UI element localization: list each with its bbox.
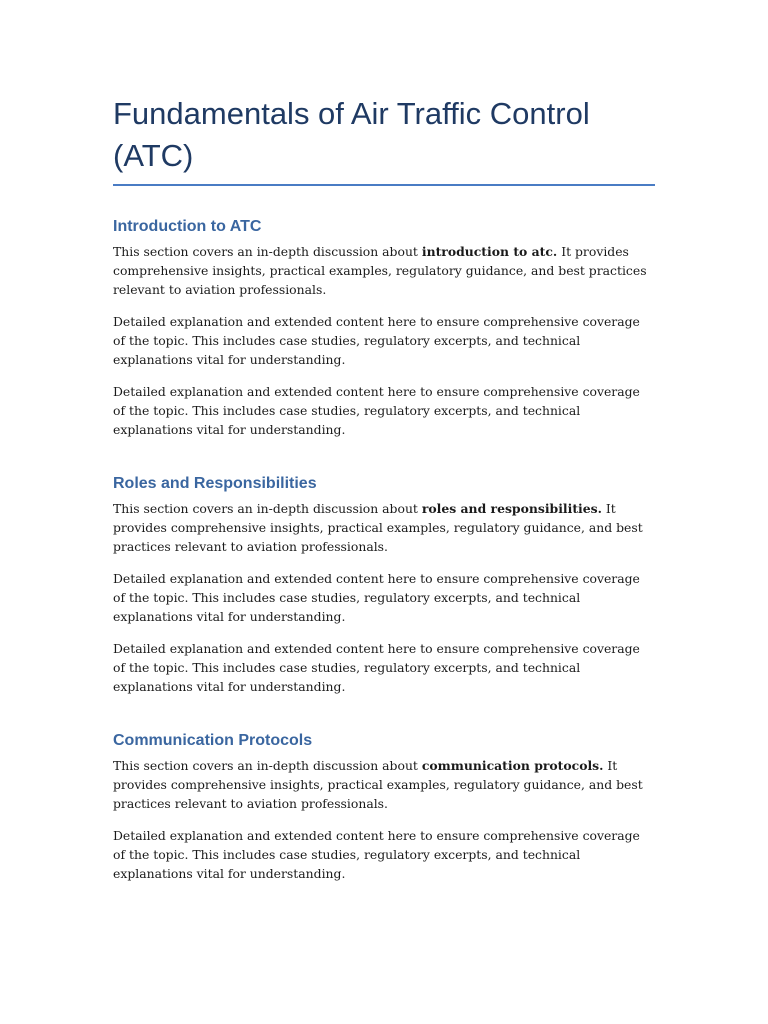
document-page xyxy=(113,0,655,896)
intro-text: This section covers an in-depth discussion about xyxy=(113,501,422,516)
intro-topic-bold: introduction to atc. xyxy=(421,244,558,259)
section-heading: Roles and Responsibilities xyxy=(113,475,317,492)
intro-text-continued: It provides comprehensive insights, practical examples, regulatory guidance, and best practices relevant to aviation professionals. xyxy=(113,501,643,554)
intro-topic-bold: communication protocols. xyxy=(421,758,604,773)
intro-text-continued: It provides comprehensive insights, practical examples, regulatory guidance, and best practices relevant to aviation professionals. xyxy=(113,758,643,811)
section-roles xyxy=(113,473,655,696)
intro-text: This section covers an in-depth discussion about xyxy=(113,244,422,259)
section-intro-paragraph xyxy=(113,499,655,556)
detail-paragraph: Detailed explanation and extended content here to ensure comprehensive coverage of the topic. This includes case studies, regulatory excerpts, and technical explanations vital for understanding. xyxy=(113,571,640,624)
section-heading: Introduction to ATC xyxy=(113,218,262,235)
section-communication xyxy=(113,730,655,883)
section-heading: Communication Protocols xyxy=(113,732,313,749)
intro-topic-bold: roles and responsibilities. xyxy=(421,501,602,516)
document-title: Fundamentals of Air Traffic Control (ATC) xyxy=(113,93,655,186)
detail-paragraph: Detailed explanation and extended content here to ensure comprehensive coverage of the topic. This includes case studies, regulatory excerpts, and technical explanations vital for understanding. xyxy=(113,641,640,694)
intro-text: This section covers an in-depth discussion about xyxy=(113,758,422,773)
detail-paragraph: Detailed explanation and extended content here to ensure comprehensive coverage of the topic. This includes case studies, regulatory excerpts, and technical explanations vital for understanding. xyxy=(113,384,640,437)
section-introduction xyxy=(113,216,655,439)
intro-text-continued: It provides comprehensive insights, practical examples, regulatory guidance, and best practices relevant to aviation professionals. xyxy=(113,244,647,297)
section-intro-paragraph xyxy=(113,756,655,813)
detail-paragraph: Detailed explanation and extended content here to ensure comprehensive coverage of the topic. This includes case studies, regulatory excerpts, and technical explanations vital for understanding. xyxy=(113,314,640,367)
section-intro-paragraph xyxy=(113,242,655,299)
detail-paragraph: Detailed explanation and extended content here to ensure comprehensive coverage of the topic. This includes case studies, regulatory excerpts, and technical explanations vital for understanding. xyxy=(113,828,640,881)
